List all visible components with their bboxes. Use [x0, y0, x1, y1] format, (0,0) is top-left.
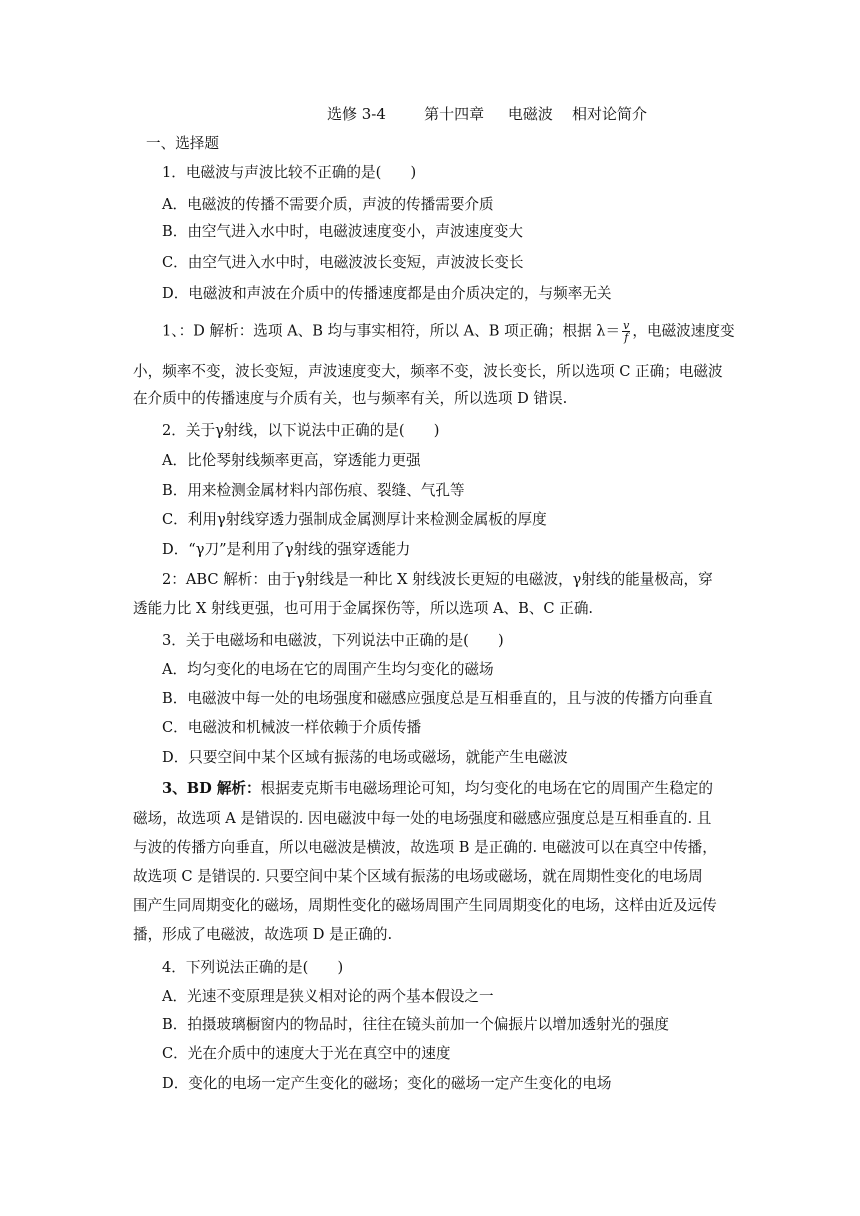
- question-3-answer-line-3: 与波的传播方向垂直，所以电磁波是横波，故选项 B 是正确的. 电磁波可以在真空中传播，: [133, 839, 717, 856]
- question-3-answer-line-6: 播，形成了电磁波，故选项 D 是正确的.: [133, 926, 393, 943]
- question-1-answer-line-1: [162, 320, 735, 343]
- page-title: 选修 3-4 第十四章 电磁波 相对论简介: [327, 105, 647, 123]
- question-2-option-b: B．用来检测金属材料内部伤痕、裂缝、气孔等: [162, 482, 465, 499]
- question-2-answer-line-2: 透能力比 X 射线更强，也可用于金属探伤等，所以选项 A、B、C 正确.: [133, 600, 594, 617]
- answer-text: 根据麦克斯韦电磁场理论可知，均匀变化的电场在它的周围产生稳定的: [260, 780, 714, 797]
- question-3-option-a: A．均匀变化的电场在它的周围产生均匀变化的磁场: [162, 661, 494, 678]
- question-1-answer-line-3: 在介质中的传播速度与介质有关，也与频率有关，所以选项 D 错误.: [133, 390, 568, 407]
- question-1-option-b: B．由空气进入水中时，电磁波速度变小，声波速度变大: [162, 223, 523, 240]
- answer-text: ，电磁波速度变: [632, 322, 735, 340]
- fraction-denominator: f: [624, 331, 629, 344]
- question-4-option-d: D．变化的电场一定产生变化的磁场；变化的磁场一定产生变化的电场: [162, 1075, 612, 1092]
- question-4-option-b: B．拍摄玻璃橱窗内的物品时，往往在镜头前加一个偏振片以增加透射光的强度: [162, 1016, 669, 1033]
- question-1-answer-line-2: 小，频率不变，波长变短，声波速度变大，频率不变，波长变长，所以选项 C 正确；电磁波: [133, 363, 723, 380]
- fraction-v-over-f: [622, 320, 630, 343]
- question-2-option-d: D．“γ刀”是利用了γ射线的强穿透能力: [162, 541, 411, 558]
- question-2-answer-line-1: 2：ABC 解析：由于γ射线是一种比 X 射线波长更短的电磁波，γ射线的能量极高，穿: [162, 571, 713, 588]
- question-4-option-c: C．光在介质中的速度大于光在真空中的速度: [162, 1045, 451, 1062]
- question-4-option-a: A．光速不变原理是狭义相对论的两个基本假设之一: [162, 988, 494, 1005]
- question-1-stem: 1．电磁波与声波比较不正确的是( ): [162, 164, 417, 181]
- fraction-numerator: v: [623, 319, 630, 332]
- question-2-option-a: A．比伦琴射线频率更高，穿透能力更强: [162, 452, 421, 469]
- question-1-option-a: A．电磁波的传播不需要介质，声波的传播需要介质: [162, 196, 494, 213]
- question-2-option-c: C．利用γ射线穿透力强制成金属测厚计来检测金属板的厚度: [162, 511, 547, 528]
- question-3-stem: 3．关于电磁场和电磁波，下列说法中正确的是( ): [162, 632, 504, 649]
- question-3-answer-line-1: [162, 779, 713, 799]
- question-3-option-d: D．只要空间中某个区域有振荡的电场或磁场，就能产生电磁波: [162, 749, 568, 766]
- answer-text: 1、：D 解析：选项 A、B 均与事实相符，所以 A、B 项正确；根据 λ＝: [162, 322, 621, 340]
- question-2-stem: 2．关于γ射线，以下说法中正确的是( ): [162, 422, 440, 439]
- answer-label: 3、BD 解析：: [162, 780, 261, 797]
- question-3-option-c: C．电磁波和机械波一样依赖于介质传播: [162, 719, 422, 736]
- question-1-option-c: C．由空气进入水中时，电磁波波长变短，声波波长变长: [162, 254, 524, 271]
- question-3-answer-line-2: 磁场，故选项 A 是错误的. 因电磁波中每一处的电场强度和磁感应强度总是互相垂直的. 且: [133, 810, 712, 827]
- question-3-option-b: B．电磁波中每一处的电场强度和磁感应强度总是互相垂直的，且与波的传播方向垂直: [162, 690, 713, 707]
- question-4-stem: 4．下列说法正确的是( ): [162, 959, 344, 976]
- question-1-option-d: D．电磁波和声波在介质中的传播速度都是由介质决定的，与频率无关: [162, 285, 612, 302]
- question-3-answer-line-4: 故选项 C 是错误的. 只要空间中某个区域有振荡的电场或磁场，就在周期性变化的电场周: [133, 868, 703, 885]
- section-heading: 一、选择题: [146, 135, 219, 152]
- question-3-answer-line-5: 围产生同周期变化的磁场，周期性变化的磁场周围产生同周期变化的电场，这样由近及远传: [133, 897, 717, 914]
